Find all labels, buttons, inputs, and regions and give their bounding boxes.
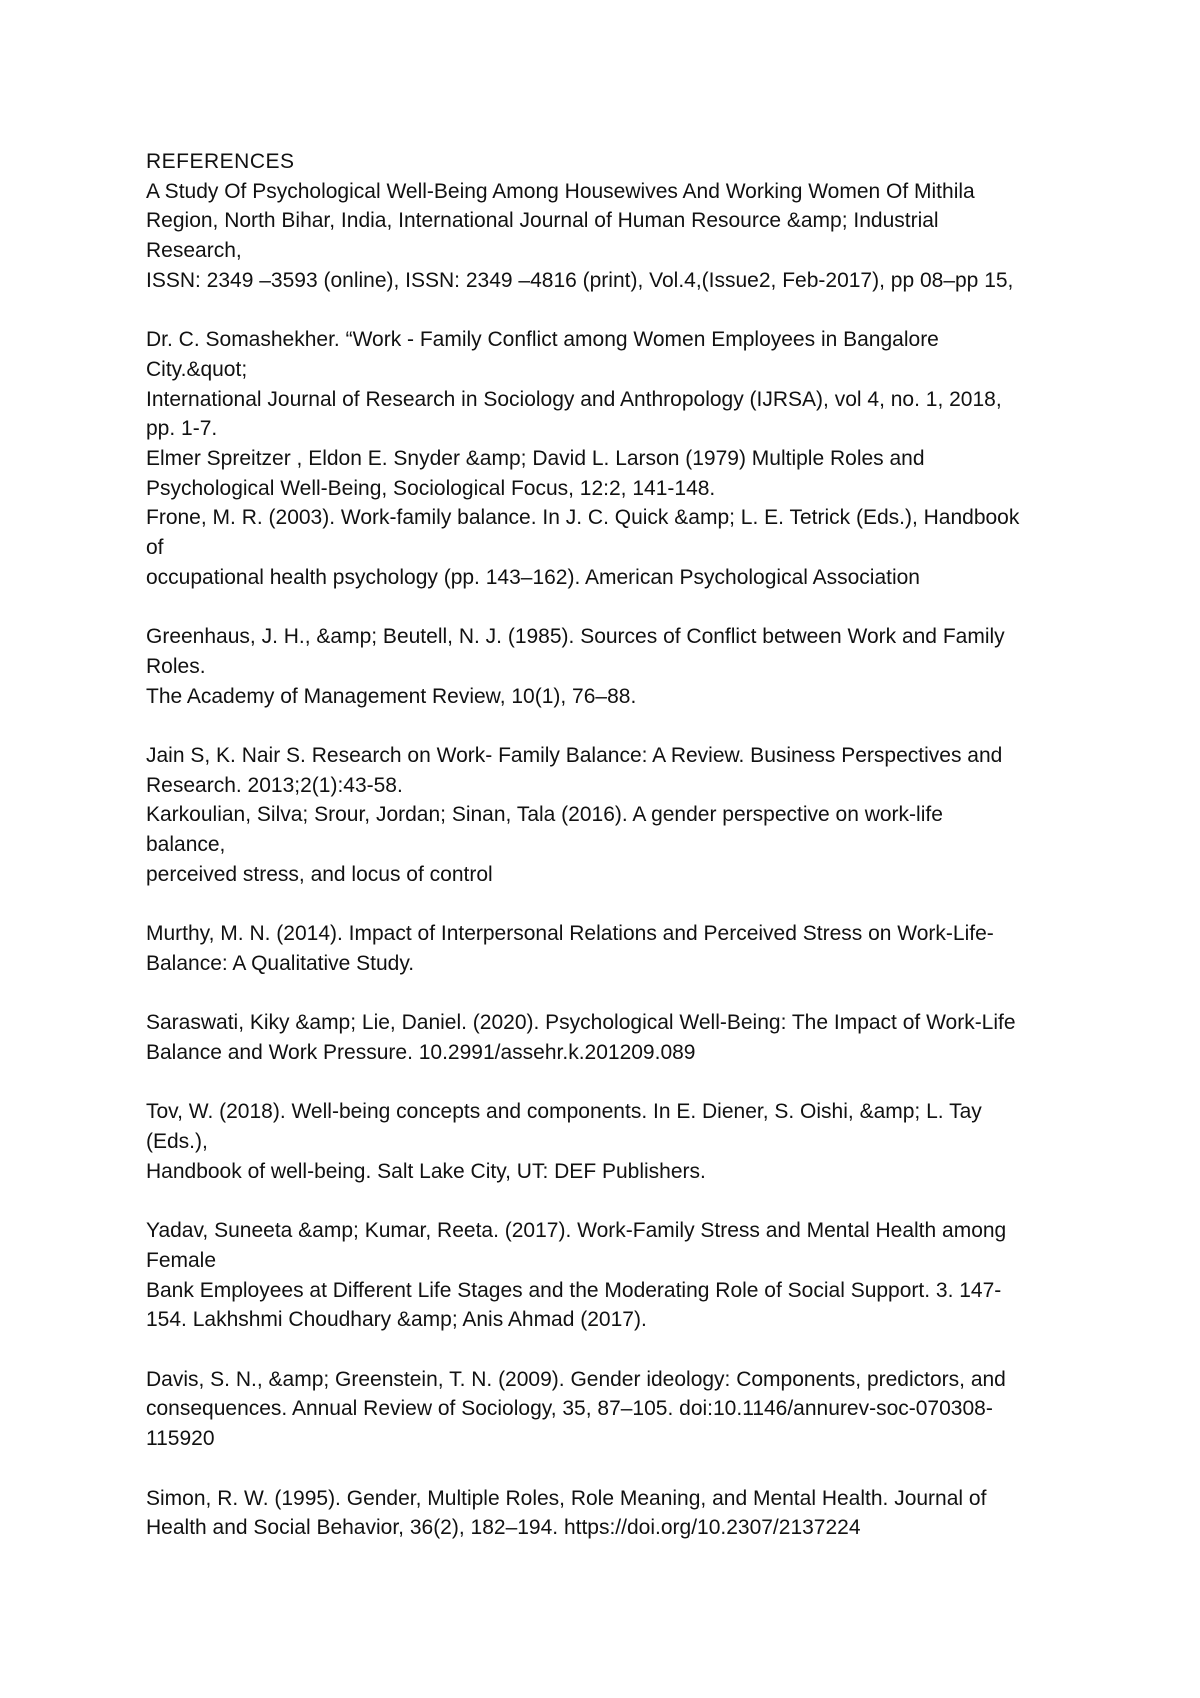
reference-line: Balance: A Qualitative Study. xyxy=(146,951,415,975)
reference-line: (Eds.), xyxy=(146,1130,208,1154)
reference-line: The Academy of Management Review, 10(1), 76–88. xyxy=(146,684,637,708)
reference-line: Psychological Well-Being, Sociological Focus, 12:2, 141-148. xyxy=(146,476,716,500)
reference-line: Karkoulian, Silva; Srour, Jordan; Sinan, Tala (2016). A gender perspective on work-life xyxy=(146,803,943,827)
reference-line: Jain S, K. Nair S. Research on Work- Family Balance: A Review. Business Perspectives and xyxy=(146,744,1003,768)
reference-line: Research. 2013;2(1):43-58. xyxy=(146,773,403,797)
reference-line: Female xyxy=(146,1248,217,1272)
reference-line: Region, North Bihar, India, International Journal of Human Resource &amp; Industrial xyxy=(146,209,939,233)
reference-line: Research, xyxy=(146,239,242,263)
reference-line xyxy=(146,593,1066,623)
reference-line: Bank Employees at Different Life Stages and the Moderating Role of Social Support. 3. 147- xyxy=(146,1278,1002,1302)
reference-line: pp. 1-7. xyxy=(146,417,218,441)
reference-line xyxy=(146,979,1066,1009)
reference-line xyxy=(146,1068,1066,1098)
reference-line xyxy=(146,1187,1066,1217)
reference-line: International Journal of Research in Sociology and Anthropology (IJRSA), vol 4, no. 1, 2018, xyxy=(146,387,1002,411)
references-body xyxy=(146,147,1066,1543)
reference-line: Health and Social Behavior, 36(2), 182–194. https://doi.org/10.2307/2137224 xyxy=(146,1516,861,1540)
reference-line: Balance and Work Pressure. 10.2991/assehr.k.201209.089 xyxy=(146,1041,696,1065)
reference-line: perceived stress, and locus of control xyxy=(146,862,493,886)
reference-line: Greenhaus, J. H., &amp; Beutell, N. J. (1985). Sources of Conflict between Work and Family xyxy=(146,625,1005,649)
reference-line: occupational health psychology (pp. 143–162). American Psychological Association xyxy=(146,565,920,589)
reference-line xyxy=(146,1454,1066,1484)
reference-line: Davis, S. N., &amp; Greenstein, T. N. (2009). Gender ideology: Components, predictors, and xyxy=(146,1367,1006,1391)
reference-line: A Study Of Psychological Well-Being Among Housewives And Working Women Of Mithila xyxy=(146,179,975,203)
reference-line: Dr. C. Somashekher. “Work - Family Conflict among Women Employees in Bangalore xyxy=(146,328,939,352)
reference-line: Murthy, M. N. (2014). Impact of Interpersonal Relations and Perceived Stress on Work-Life- xyxy=(146,922,994,946)
reference-line: Saraswati, Kiky &amp; Lie, Daniel. (2020). Psychological Well-Being: The Impact of Work-Life xyxy=(146,1011,1016,1035)
reference-line xyxy=(146,711,1066,741)
reference-line xyxy=(146,890,1066,920)
reference-line: consequences. Annual Review of Sociology, 35, 87–105. doi:10.1146/annurev-soc-070308- xyxy=(146,1397,993,1421)
reference-line: of xyxy=(146,536,164,560)
reference-line: 115920 xyxy=(146,1427,215,1451)
reference-line xyxy=(146,296,1066,326)
references-heading: REFERENCES xyxy=(146,150,295,173)
reference-line: Tov, W. (2018). Well-being concepts and components. In E. Diener, S. Oishi, &amp; L. Tay xyxy=(146,1100,982,1124)
reference-line: Simon, R. W. (1995). Gender, Multiple Roles, Role Meaning, and Mental Health. Journal of xyxy=(146,1486,987,1510)
reference-line: balance, xyxy=(146,833,226,857)
reference-line: City.&quot; xyxy=(146,357,248,381)
reference-line: Yadav, Suneeta &amp; Kumar, Reeta. (2017). Work-Family Stress and Mental Health among xyxy=(146,1219,1007,1243)
reference-line: 154. Lakhshmi Choudhary &amp; Anis Ahmad (2017). xyxy=(146,1308,647,1332)
reference-line: Roles. xyxy=(146,654,206,678)
reference-line: Handbook of well-being. Salt Lake City, UT: DEF Publishers. xyxy=(146,1159,706,1183)
reference-line: Elmer Spreitzer , Eldon E. Snyder &amp; David L. Larson (1979) Multiple Roles and xyxy=(146,447,925,471)
reference-line xyxy=(146,1335,1066,1365)
reference-line: ISSN: 2349 –3593 (online), ISSN: 2349 –4816 (print), Vol.4,(Issue2, Feb-2017), pp 08–pp 15, xyxy=(146,268,1014,292)
reference-line: Frone, M. R. (2003). Work-family balance. In J. C. Quick &amp; L. E. Tetrick (Eds.), Handbook xyxy=(146,506,1020,530)
